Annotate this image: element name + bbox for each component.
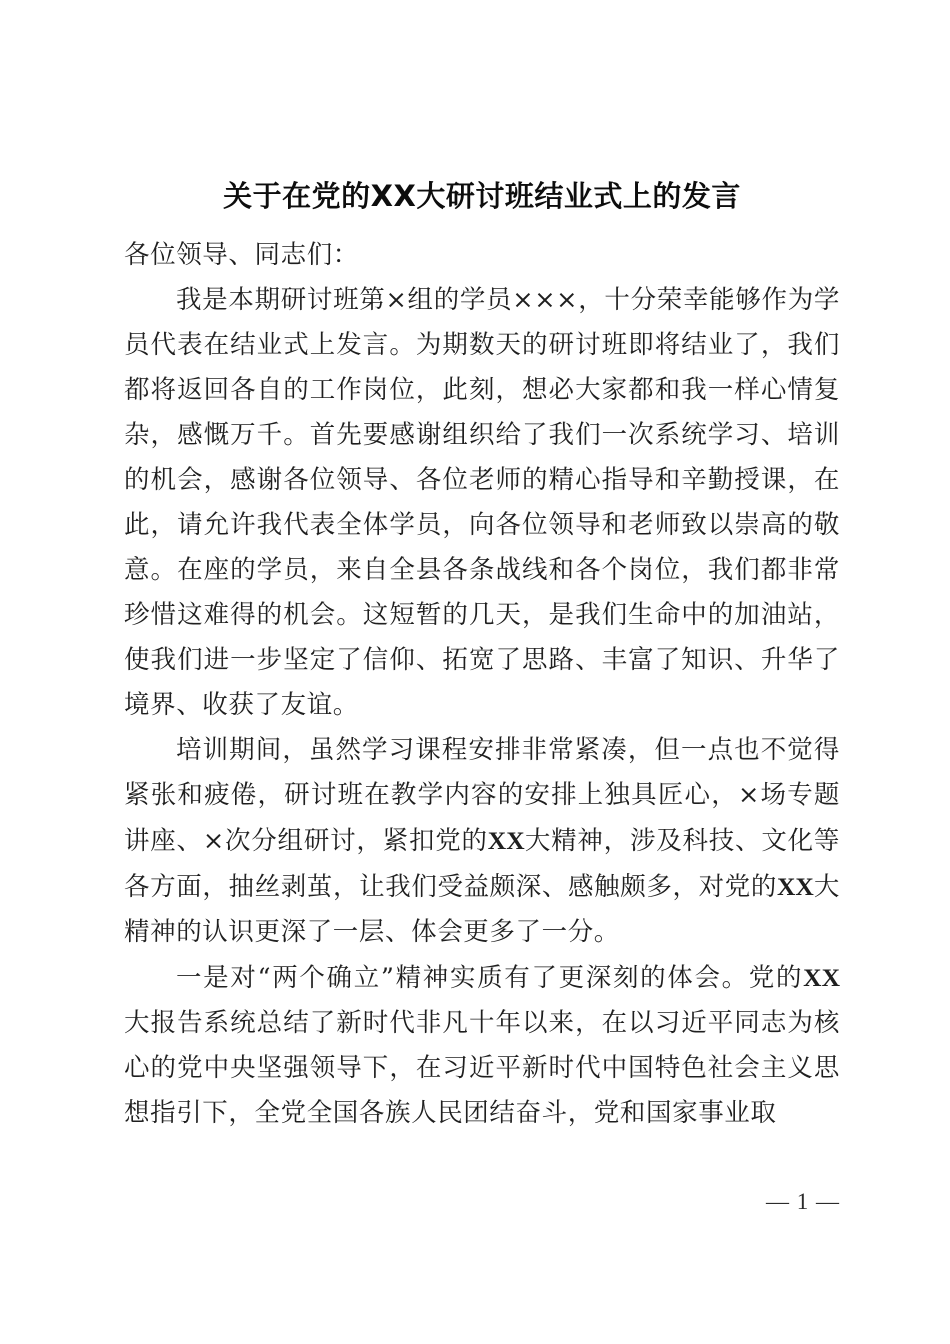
salutation-line: 各位领导、同志们： <box>124 240 359 270</box>
latin-token: XX <box>487 826 525 855</box>
paragraph-1: 我是本期研讨班第×组的学员×××，十分荣幸能够作为学员代表在结业式上发言。为期数天的研讨班即将结业了，我们都将返回各自的工作岗位，此刻，想必大家都和我一样心情复杂，感慨万千。首先要感谢组织给了我们一次系统学习、培训的机会，感谢各位领导、各位老师的精心指导和辛勤授课，在此，请允许我代表全体学员，向各位领导和老师致以崇高的敬意。在座的学员，来自全县各条战线和各个岗位，我们都非常珍惜这难得的机会。这短暂的几天，是我们生命中的加油站，使我们进一步坚定了信仰、拓宽了思路、丰富了知识、升华了境界、收获了友谊。 <box>124 285 840 720</box>
paragraph-2: 培训期间，虽然学习课程安排非常紧凑，但一点也不觉得紧张和疲倦，研讨班在教学内容的安排上独具匠心，×场专题讲座、×次分组研讨，紧扣党的XX大精神，涉及科技、文化等各方面，抽丝剥茧，让我们受益颇深、感触颇多，对党的XX大精神的认识更深了一层、体会更多了一分。 <box>124 735 840 947</box>
document-body <box>124 0 840 1136</box>
page-title: 关于在党的XX大研讨班结业式上的发言 <box>223 179 741 213</box>
latin-token: XX <box>777 872 814 901</box>
latin-token: XX <box>803 963 840 992</box>
page-number: — 1 — <box>766 1189 840 1214</box>
latin-token: XX <box>370 179 417 213</box>
paragraph-3: 一是对“两个确立”精神实质有了更深刻的体会。党的XX大报告系统总结了新时代非凡十年以来，在以习近平同志为核心的党中央坚强领导下，在习近平新时代中国特色社会主义思想指引下，全党全国各族人民团结奋斗，党和国家事业取 <box>124 963 840 1128</box>
